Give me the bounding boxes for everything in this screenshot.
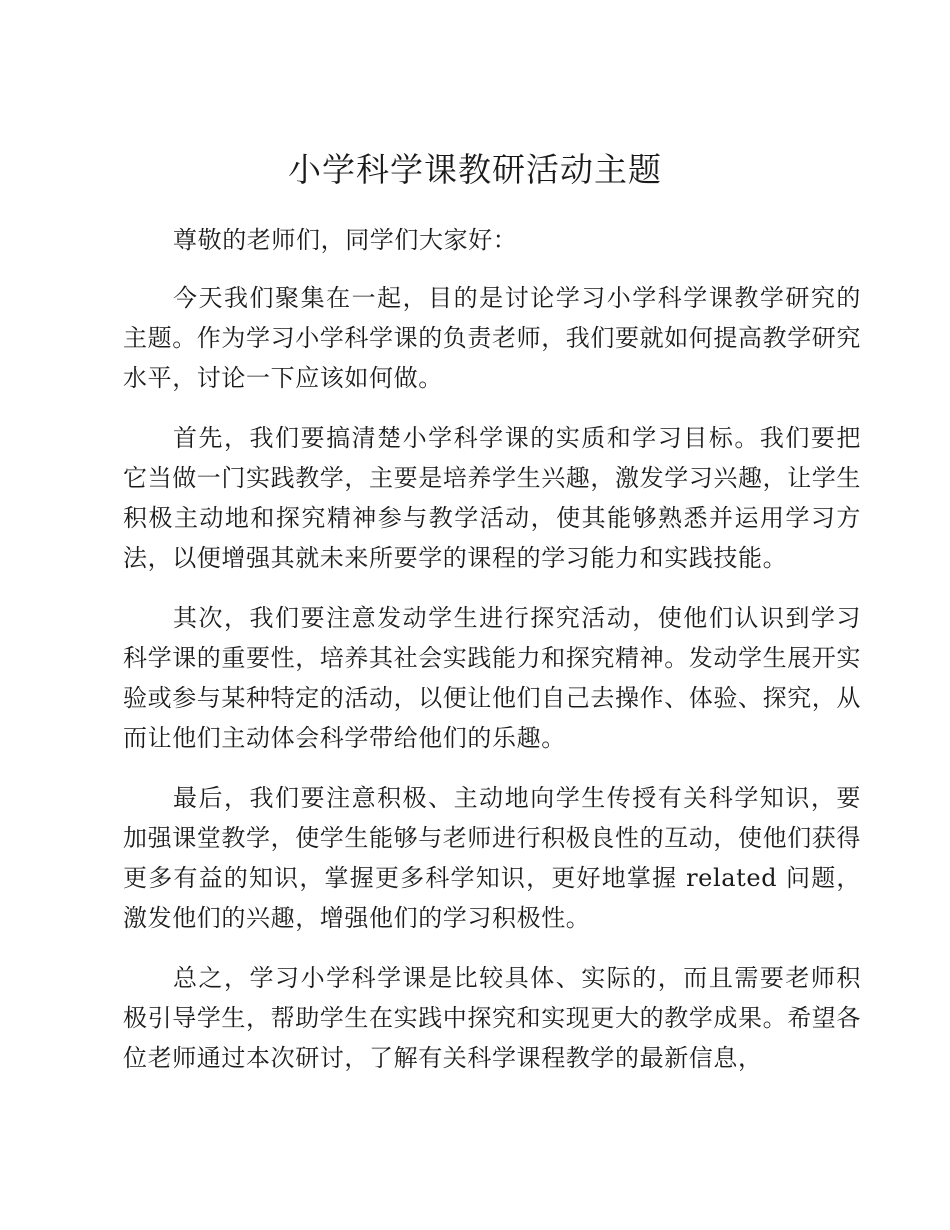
document-body (123, 220, 861, 1098)
document-title: 小学科学课教研活动主题 (288, 150, 662, 189)
paragraph-greeting: 尊敬的老师们，同学们大家好： (173, 226, 518, 254)
paragraph-last: 最后，我们要注意积极、主动地向学生传授有关科学知识，要加强课堂教学，使学生能够与老师进行积极良性的互动，使他们获得更多有益的知识，掌握更多科学知识，更好地掌握 related 问题，激发他们的兴趣，增强他们的学习积极性。 (123, 784, 861, 932)
paragraph-intro: 今天我们聚集在一起，目的是讨论学习小学科学课教学研究的主题。作为学习小学科学课的负责老师，我们要就如何提高教学研究水平，讨论一下应该如何做。 (123, 284, 861, 392)
paragraph-conclusion: 总之，学习小学科学课是比较具体、实际的，而且需要老师积极引导学生，帮助学生在实践中探究和实现更大的教学成果。希望各位老师通过本次研讨，了解有关科学课程教学的最新信息， (123, 964, 861, 1072)
paragraph-first: 首先，我们要搞清楚小学科学课的实质和学习目标。我们要把它当做一门实践教学，主要是培养学生兴趣，激发学习兴趣，让学生积极主动地和探究精神参与教学活动，使其能够熟悉并运用学习方法，以便增强其就未来所要学的课程的学习能力和实践技能。 (123, 424, 861, 572)
paragraph-second: 其次，我们要注意发动学生进行探究活动，使他们认识到学习科学课的重要性，培养其社会实践能力和探究精神。发动学生展开实验或参与某种特定的活动，以便让他们自己去操作、体验、探究，从而让他们主动体会科学带给他们的乐趣。 (123, 604, 861, 752)
